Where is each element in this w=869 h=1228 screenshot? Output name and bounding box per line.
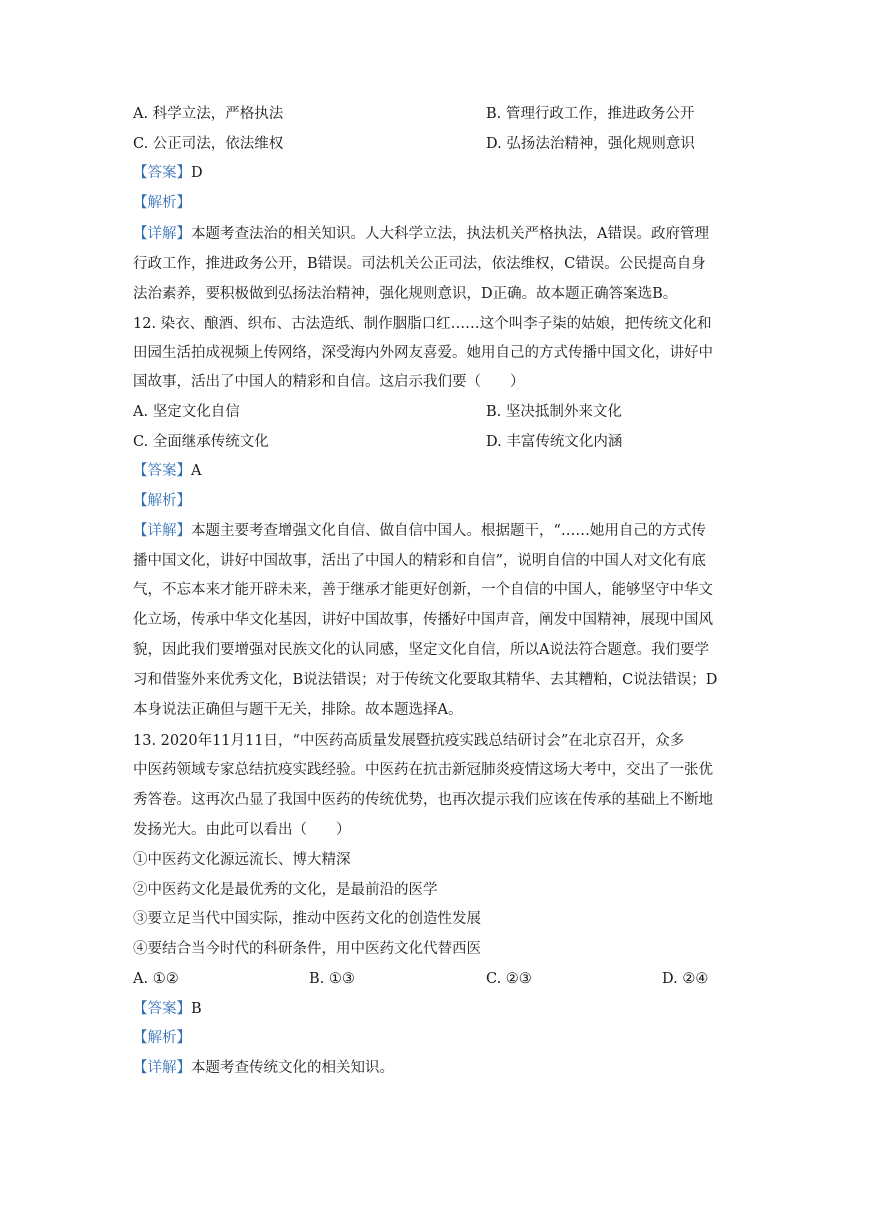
- answer-label: 【答案】: [133, 1001, 191, 1017]
- analysis-label: 【解析】: [133, 195, 191, 211]
- q13-statement-4: ④要结合当今时代的科研条件，用中医药文化代替西医: [133, 941, 481, 957]
- q11-option-c: C. 公正司法，依法维权: [133, 136, 284, 152]
- q12-analysis: [133, 491, 191, 511]
- q11-option-b: B. 管理行政工作，推进政务公开: [486, 106, 695, 122]
- q12-option-a: A. 坚定文化自信: [133, 404, 240, 420]
- q13-stem-line-3: 秀答卷。这再次凸显了我国中医药的传统优势，也再次提示我们应该在传承的基础上不断地: [133, 792, 713, 808]
- q12-detail-line-2: 播中国文化，讲好中国故事，活出了中国人的精彩和自信”，说明自信的中国人对文化有底: [133, 553, 706, 569]
- q13-statement-1: ①中医药文化源远流长、博大精深: [133, 852, 351, 868]
- q11-detail-line-1: 【详解】本题考查法治的相关知识。人大科学立法，执法机关严格执法，A错误。政府管理: [133, 226, 709, 242]
- answer-value: B: [191, 1001, 202, 1017]
- q13-answer: [133, 999, 202, 1019]
- q11-detail-line-3: 法治素养，要积极做到弘扬法治精神，强化规则意识，D正确。故本题正确答案选B。: [133, 286, 678, 302]
- q12-detail-line-5: 貌，因此我们要增强对民族文化的认同感，坚定文化自信，所以A说法符合题意。我们要学: [133, 642, 709, 658]
- q12-detail-line-7: 本身说法正确但与题干无关，排除。故本题选择A。: [133, 702, 463, 718]
- answer-value: A: [191, 463, 202, 479]
- q12-detail-line-4: 化立场，传承中华文化基因，讲好中国故事，传播好中国声音，阐发中国精神，展现中国风: [133, 612, 713, 628]
- q12-stem-line-1: 12. 染衣、酿酒、织布、古法造纸、制作胭脂口红……这个叫李子柒的姑娘，把传统文化和: [133, 316, 712, 332]
- detail-label: 【详解】: [133, 226, 191, 242]
- answer-label: 【答案】: [133, 165, 191, 181]
- analysis-label: 【解析】: [133, 1030, 191, 1046]
- q12-option-c: C. 全面继承传统文化: [133, 434, 269, 450]
- q13-stem-line-4: 发扬光大。由此可以看出（ ）: [133, 822, 351, 838]
- q13-option-c: C. ②③: [486, 971, 532, 987]
- q11-detail-line-2: 行政工作，推进政务公开，B错误。司法机关公正司法，依法维权，C错误。公民提高自身: [133, 256, 706, 272]
- q12-option-d: D. 丰富传统文化内涵: [486, 434, 623, 450]
- detail-label: 【详解】: [133, 1060, 191, 1076]
- q13-option-b: B. ①③: [309, 971, 355, 987]
- analysis-label: 【解析】: [133, 493, 191, 509]
- q12-stem-line-3: 国故事，活出了中国人的精彩和自信。这启示我们要（ ）: [133, 374, 525, 390]
- q13-option-d: D. ②④: [662, 971, 709, 987]
- q13-statement-3: ③要立足当代中国实际，推动中医药文化的创造性发展: [133, 911, 481, 927]
- answer-value: D: [191, 165, 203, 181]
- q13-detail: 【详解】本题考查传统文化的相关知识。: [133, 1060, 394, 1076]
- q12-answer: [133, 461, 201, 481]
- q13-option-a: A. ①②: [133, 971, 179, 987]
- answer-label: 【答案】: [133, 463, 191, 479]
- q12-option-b: B. 坚决抵制外来文化: [486, 404, 622, 420]
- q12-detail-line-1: 【详解】本题主要考查增强文化自信、做自信中国人。根据题干，“……她用自己的方式传: [133, 523, 706, 539]
- q11-analysis: [133, 193, 191, 213]
- q12-detail-line-6: 习和借鉴外来优秀文化，B说法错误；对于传统文化要取其精华、去其糟粕，C说法错误；D: [133, 672, 718, 688]
- q13-stem-line-1: 13. 2020年11月11日，“中医药高质量发展暨抗疫实践总结研讨会”在北京召开，众多: [133, 733, 685, 749]
- q11-option-a: A. 科学立法，严格执法: [133, 106, 284, 122]
- q11-option-d: D. 弘扬法治精神，强化规则意识: [486, 136, 695, 152]
- q13-stem-line-2: 中医药领域专家总结抗疫实践经验。中医药在抗击新冠肺炎疫情这场大考中，交出了一张优: [133, 762, 713, 778]
- q13-analysis: [133, 1028, 191, 1048]
- q12-detail-line-3: 气，不忘本来才能开辟未来，善于继承才能更好创新，一个自信的中国人，能够坚守中华文: [133, 582, 713, 598]
- q11-answer: [133, 163, 203, 183]
- q12-stem-line-2: 田园生活拍成视频上传网络，深受海内外网友喜爱。她用自己的方式传播中国文化，讲好中: [133, 345, 713, 361]
- detail-label: 【详解】: [133, 523, 191, 539]
- q13-statement-2: ②中医药文化是最优秀的文化，是最前沿的医学: [133, 882, 438, 898]
